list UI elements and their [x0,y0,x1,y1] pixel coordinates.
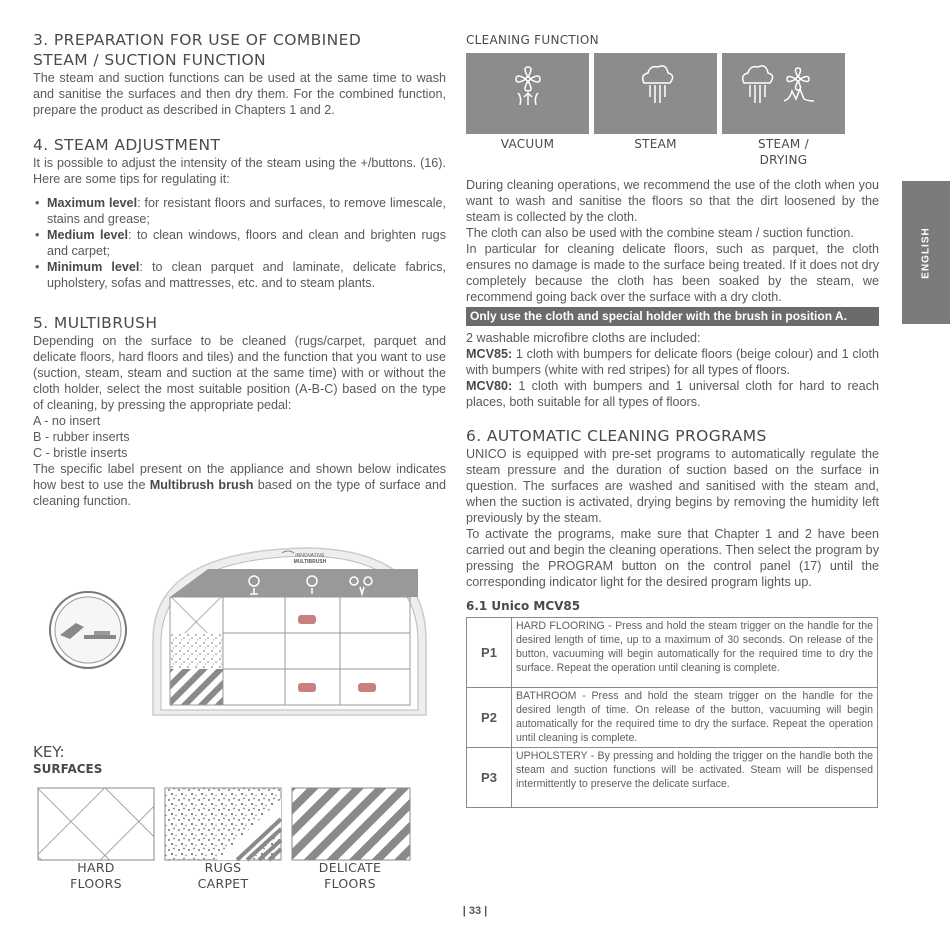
section-6-title: 6. AUTOMATIC CLEANING PROGRAMS [466,427,767,445]
label-brand-line1: INNOVATIVE [295,553,325,559]
position-b: B - rubber inserts [33,430,130,444]
program-code: P3 [467,748,512,808]
hard-floors-swatch [38,788,154,860]
automatic-paragraph-1: UNICO is equipped with pre-set programs to automatically regulate the steam pressure and the duration of suction based on the surface in question. The surfaces are washed and sanitised with the steam and, when the suction is activated, drying begins by removing the humidity left previously by the steam. [466,447,879,525]
section-5-text: Depending on the surface to be cleaned (rugs/carpet, parquet and delicate floors, hard floors and tiles) and the function that you want to use (suction, steam, steam and suction at the same time) with or without the cloth holder, select the most suitable position (A-B-C) based on the type of cleaning, by pressing the appropriate pedal: [33,334,446,412]
programs-table [466,617,878,808]
program-description: HARD FLOORING - Press and hold the steam trigger on the handle for the desired length of time, up to a maximum of 30 seconds. On release of the button, vacuuming will begin automatically for the required time to dry the surface. Repeat the operation until cleaning is complete. [512,618,878,688]
key-subtitle: SURFACES [33,762,103,776]
left-column [33,30,446,509]
brush-position-icon [50,592,126,668]
position-a: A - no insert [33,414,101,428]
steam-drying-icon [722,53,845,134]
cloth-warning-banner: Only use the cloth and special holder with the brush in position A. [466,307,879,326]
vacuum-label: VACUUM [500,137,555,151]
cloth-paragraph-3: In particular for cleaning delicate floors, such as parquet, the cloth ensures no damage is made to the surface being treated. If it does not dry completely because the cloth has been soaked by the steam, we recommend going back over the surface with a dry cloth. [466,242,879,304]
cleaning-function-title: CLEANING FUNCTION [466,33,599,47]
surface-swatches [37,787,412,862]
section-4-text: It is possible to adjust the intensity of the steam using the +/buttons. (16). Here are some tips for regulating it: [33,156,446,186]
program-description: BATHROOM - Press and hold the steam trigger on the handle for the desired length of time. On release of the button, vacuuming will begin automatically for the required time to dry the surface. Repeat the operation until cleaning is complete. [512,688,878,748]
surface-label-rugs: RUGS CARPET [197,860,249,891]
steam-label: STEAM [634,137,677,151]
steam-cloud-icon [594,53,717,134]
table-row [467,688,878,748]
cloth-paragraph-2: The cloth can also be used with the combine steam / suction function. [466,226,854,240]
program-code: P1 [467,618,512,688]
position-c: C - bristle inserts [33,446,128,460]
language-side-tab [902,181,950,324]
table-row [467,618,878,688]
language-label: ENGLISH [920,226,932,279]
section-5-title: 5. MULTIBRUSH [33,314,158,332]
vacuum-box [466,53,589,134]
section-3-title-line2: STEAM / SUCTION FUNCTION [33,51,267,69]
program-description: UPHOLSTERY - By pressing and holding the trigger on the handle both the steam and suction functions will be activated. Steam will be dispensed intermittently to preserve the delicate surface. [512,748,878,808]
section-4-title: 4. STEAM ADJUSTMENT [33,136,221,154]
key-title: KEY: [33,743,65,761]
steam-box [594,53,717,134]
steam-drying-box [722,53,845,134]
section-3-text: The steam and suction functions can be used at the same time to wash and sanitise the surfaces and then dry them. For the combined function, prepare the product as described in Chapters 1 and 2. [33,71,446,117]
key-heading [33,744,102,777]
program-code: P2 [467,688,512,748]
fan-suction-icon [466,53,589,134]
steam-tips-list [33,195,446,291]
section-3-title-line1: 3. PREPARATION FOR USE OF COMBINED [33,31,362,49]
cloth-paragraph-1: During cleaning operations, we recommend the use of the cloth when you want to wash and sanitise the floors so that the dirt loosened by the steam is collected by the cloth. [466,178,879,224]
tip-minimum: • Minimum level: to clean parquet and laminate, delicate fabrics, upholstery, sofas and mattresses, etc. and to steam plants. [33,259,446,291]
mcv85-cloths: MCV85: 1 cloth with bumpers for delicate floors (beige colour) and 1 cloth with bumpers (white with red stripes) for all types of floors. [466,347,879,377]
page-number: | 33 | [462,905,488,917]
steam-drying-label: STEAM / DRYING [757,137,810,167]
surface-label-delicate: DELICATE FLOORS [318,860,382,891]
table-row [467,748,878,808]
tip-maximum: • Maximum level: for resistant floors and surfaces, to remove limescale, stains and grease; [33,195,446,227]
label-brand-line2: MULTIBRUSH [293,559,327,565]
subsection-6-1: 6.1 Unico MCV85 [466,599,581,613]
section-3-title [33,30,446,70]
brush-positions [33,413,446,461]
cleaning-function-body [466,177,879,808]
multibrush-label-illustration [18,545,438,720]
cloths-intro: 2 washable microfibre cloths are included: [466,331,701,345]
surface-label-hard: HARD FLOORS [70,860,122,891]
delicate-floors-swatch [292,788,410,860]
tip-medium: • Medium level: to clean windows, floors and clean and brighten rugs and carpet; [33,227,446,259]
automatic-paragraph-2: To activate the programs, make sure that Chapter 1 and 2 have been carried out and begin the cleaning operations. Then select the program by pressing the PROGRAM button on the control panel (17) until the corresponding indicator light for the desired program lights up. [466,527,879,589]
label-description: The specific label present on the appliance and shown below indicates how best to use the Multibrush brush based on the type of surface and cleaning function. [33,462,446,508]
mcv80-cloths: MCV80: 1 cloth with bumpers and 1 universal cloth for hard to reach places, both suitable for all types of floors. [466,379,879,409]
right-column [466,30,879,790]
